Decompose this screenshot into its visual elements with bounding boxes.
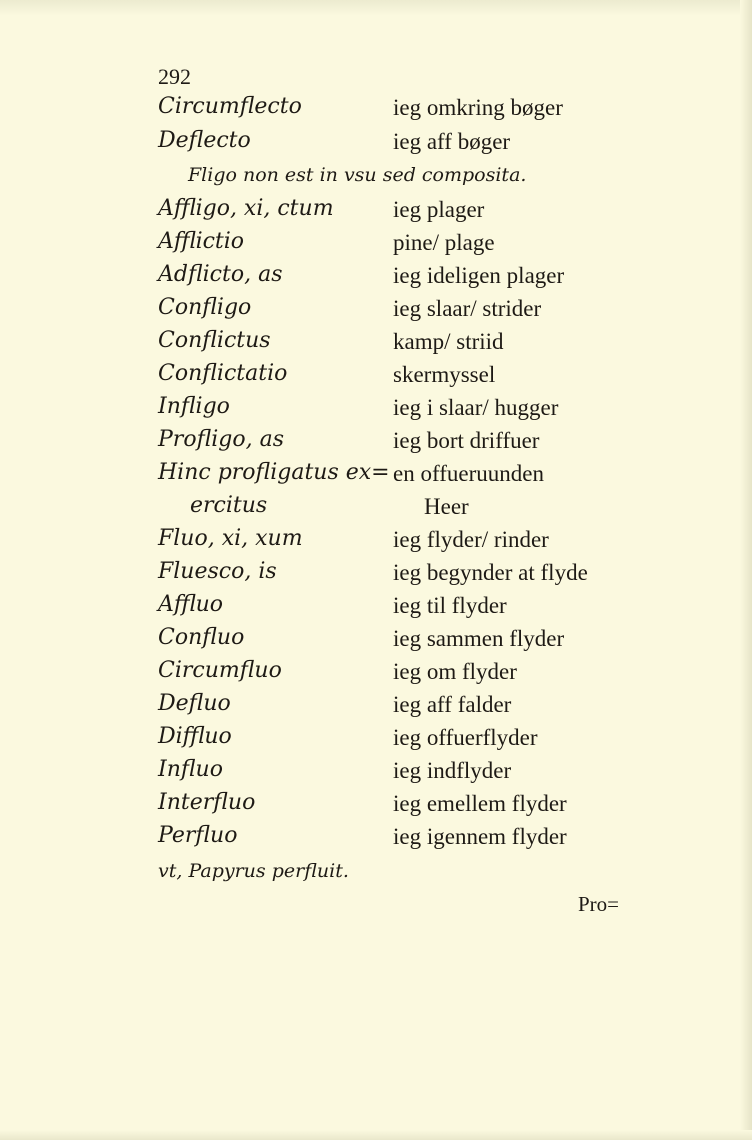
danish-translation: ieg om flyder [393, 659, 517, 684]
latin-word: Influo [158, 757, 223, 782]
danish-translation: ieg aff bøger [393, 129, 511, 154]
page-bottom-edge [0, 1130, 752, 1140]
latin-word: Perfluo [158, 823, 238, 848]
latin-word: Confligo [158, 295, 252, 320]
danish-translation: ieg offuerflyder [393, 725, 538, 750]
danish-translation: skermyssel [393, 362, 496, 387]
danish-translation: kamp/ striid [393, 329, 504, 354]
danish-translation: ieg indflyder [393, 758, 512, 783]
danish-translation: ieg sammen flyder [393, 626, 565, 651]
danish-translation: Heer [424, 494, 469, 519]
latin-word: Deflecto [158, 128, 251, 153]
danish-translation: ieg i slaar/ hugger [393, 395, 559, 420]
danish-translation: ieg omkring bøger [393, 95, 563, 120]
latin-word: Diffluo [158, 724, 232, 749]
latin-word: Fluesco, is [158, 559, 277, 584]
latin-word: Circumfluo [158, 658, 282, 683]
example-sentence: vt, Papyrus perfluit. [158, 860, 349, 882]
latin-word: Interfluo [158, 790, 256, 815]
usage-note: Fligo non est in vsu sed composita. [188, 164, 527, 186]
danish-translation: ieg plager [393, 197, 485, 222]
danish-translation: ieg aff falder [393, 692, 512, 717]
danish-translation: ieg igennem flyder [393, 824, 567, 849]
danish-translation: pine/ plage [393, 230, 495, 255]
danish-translation: ieg begynder at flyde [393, 560, 588, 585]
page-right-edge [740, 0, 752, 1140]
latin-word: Fluo, xi, xum [158, 526, 303, 551]
danish-translation: ieg emellem flyder [393, 791, 567, 816]
page-top-edge [0, 0, 752, 16]
danish-translation: ieg ideligen plager [393, 263, 565, 288]
latin-word: Conflictus [158, 328, 271, 353]
latin-word: Circumflecto [158, 94, 302, 119]
latin-word: Profligo, as [158, 427, 284, 452]
latin-word: Hinc profligatus ex= [158, 460, 390, 485]
catchword: Pro= [578, 892, 620, 916]
latin-word: Adflicto, as [158, 262, 283, 287]
latin-word: Confluo [158, 625, 245, 650]
latin-word: ercitus [190, 493, 268, 518]
latin-word: Infligo [158, 394, 230, 419]
latin-word: Affligo, xi, ctum [158, 196, 334, 221]
danish-translation: ieg slaar/ strider [393, 296, 542, 321]
danish-translation: ieg til flyder [393, 593, 507, 618]
danish-translation: ieg bort driffuer [393, 428, 540, 453]
latin-word: Afflictio [158, 229, 245, 254]
page-number: 292 [158, 64, 191, 89]
latin-word: Affluo [158, 592, 223, 617]
danish-translation: ieg flyder/ rinder [393, 527, 549, 552]
latin-word: Conflictatio [158, 361, 288, 386]
danish-translation: en offueruunden [393, 461, 544, 486]
latin-word: Defluo [158, 691, 231, 716]
